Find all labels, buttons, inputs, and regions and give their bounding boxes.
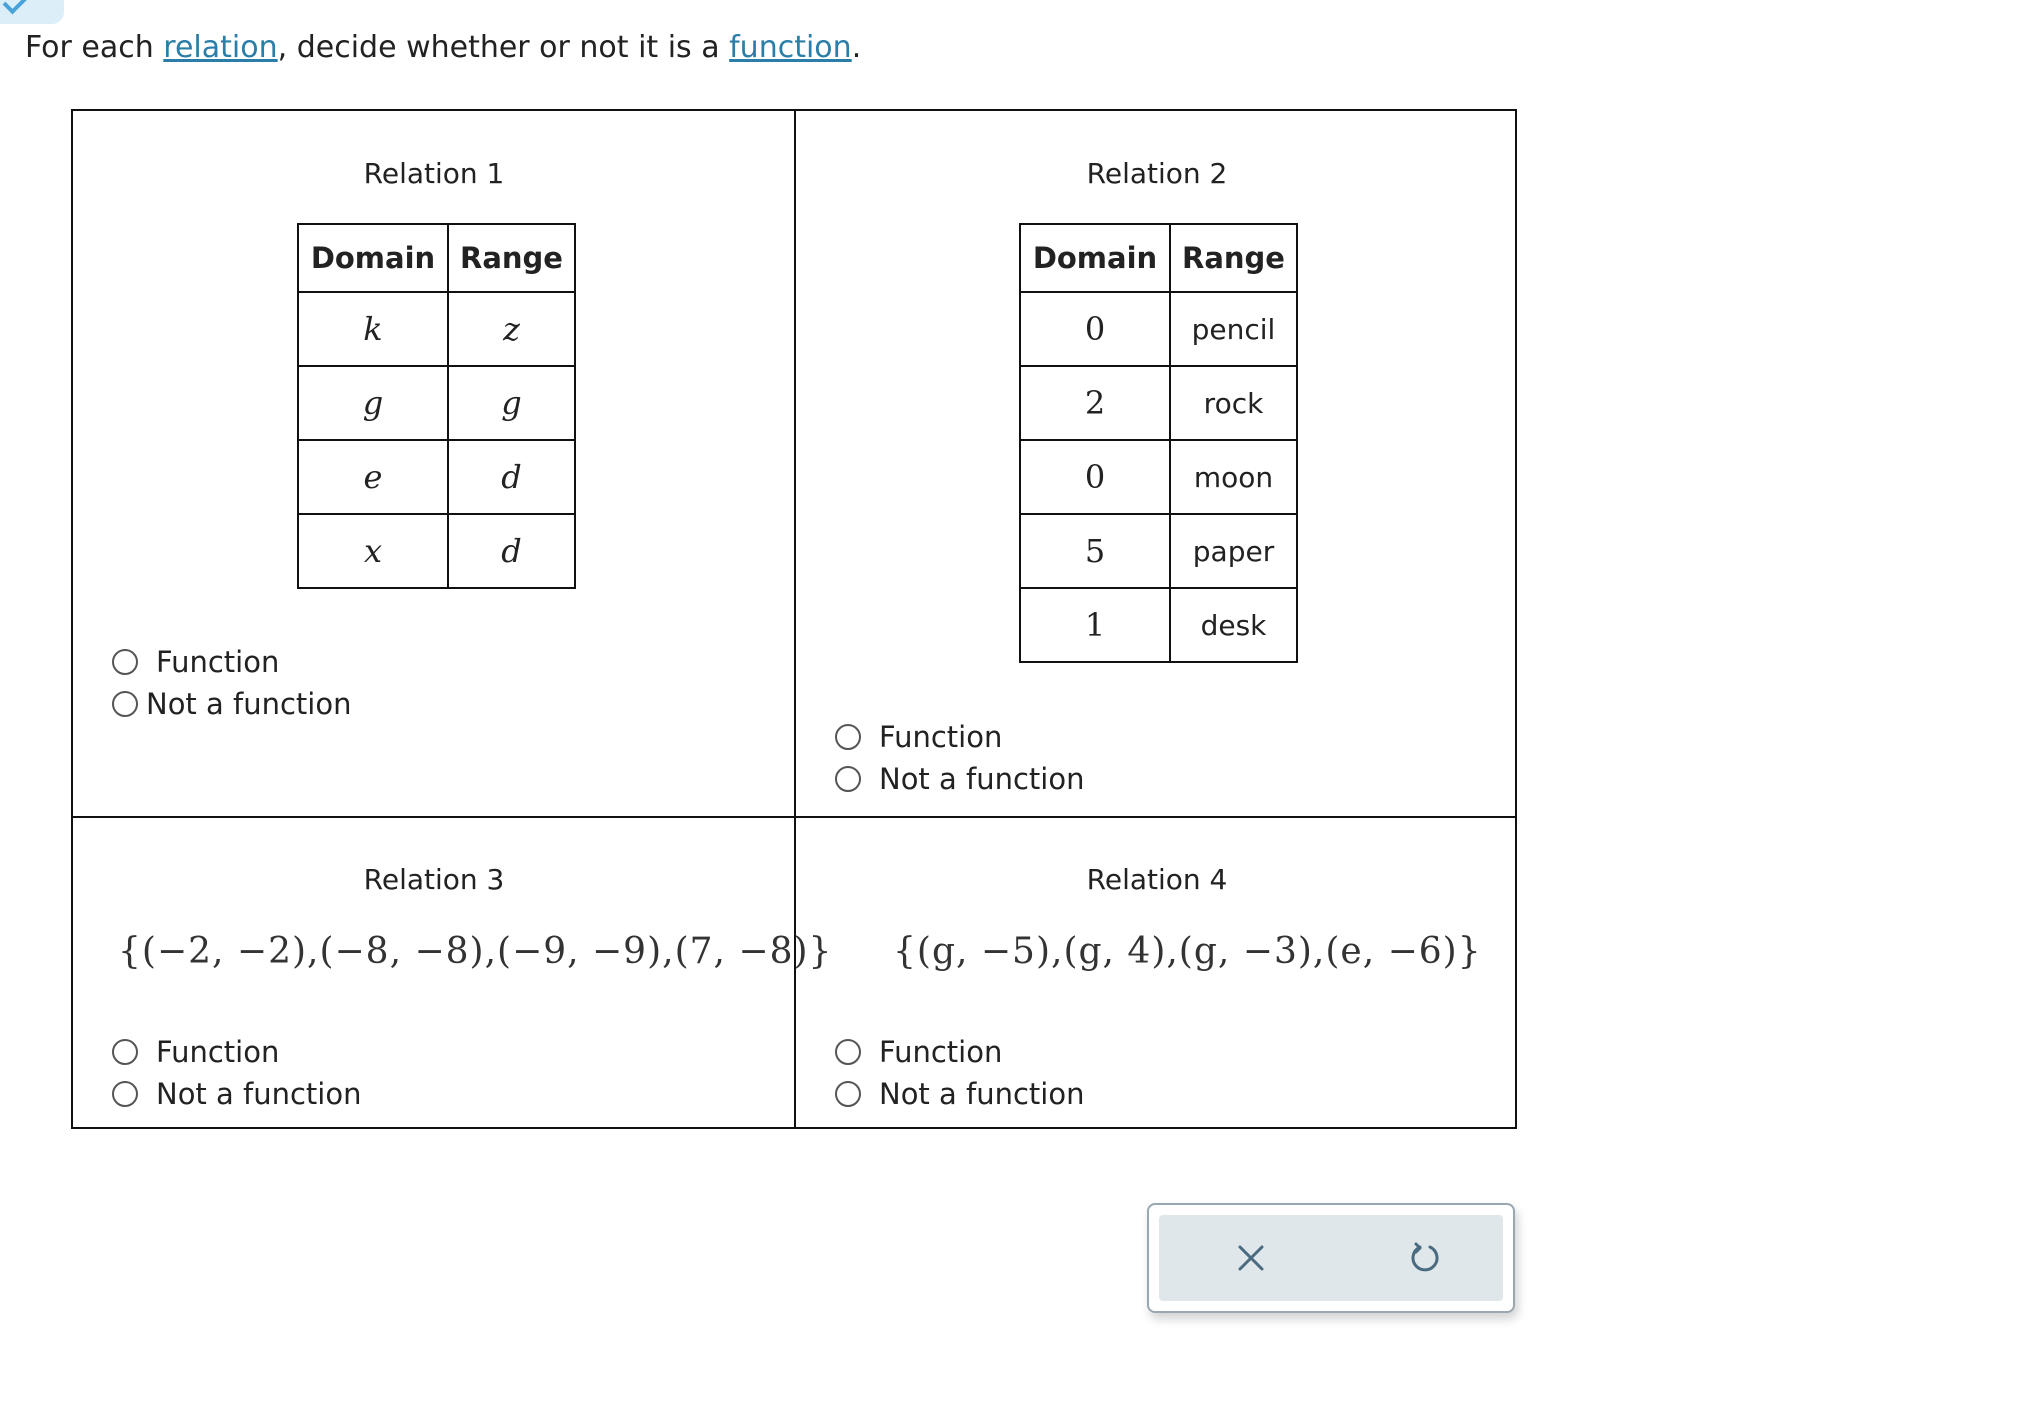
radio-button[interactable] (112, 1039, 138, 1065)
radio-button[interactable] (835, 1081, 861, 1107)
domain-cell: e (298, 440, 448, 514)
domain-cell: g (298, 366, 448, 440)
relation-2-function-option[interactable]: Function (835, 720, 1002, 754)
range-cell: moon (1170, 440, 1297, 514)
domain-cell: 2 (1020, 366, 1170, 440)
collapse-tab[interactable] (0, 0, 64, 24)
relation-4-title: Relation 4 (1086, 863, 1228, 896)
domain-cell: 5 (1020, 514, 1170, 588)
chevron-down-icon (3, 0, 30, 14)
domain-cell: 1 (1020, 588, 1170, 662)
relation-1-table (297, 223, 576, 589)
relation-link[interactable]: relation (163, 30, 278, 65)
domain-cell: x (298, 514, 448, 588)
answer-actions (1147, 1203, 1515, 1313)
range-cell: desk (1170, 588, 1297, 662)
instruction-text: For each relation, decide whether or not it is a function. (25, 30, 862, 65)
relation-2-title: Relation 2 (1086, 157, 1228, 190)
radio-button[interactable] (835, 724, 861, 750)
relation-1-not-function-option[interactable]: Not a function (112, 687, 351, 721)
range-cell: paper (1170, 514, 1297, 588)
range-cell: d (448, 440, 575, 514)
range-cell: g (448, 366, 575, 440)
relation-1-function-option[interactable]: Function (112, 645, 279, 679)
radio-button[interactable] (835, 1039, 861, 1065)
relation-2-table (1019, 223, 1298, 663)
undo-icon (1408, 1241, 1442, 1275)
relation-1-title: Relation 1 (363, 157, 505, 190)
domain-header: Domain (1020, 224, 1170, 292)
relation-3-title: Relation 3 (363, 863, 505, 896)
domain-cell: 0 (1020, 292, 1170, 366)
radio-button[interactable] (112, 1081, 138, 1107)
radio-button[interactable] (835, 766, 861, 792)
relation-4-set: {(g, −5),(g, 4),(g, −3),(e, −6)} (893, 931, 1482, 972)
relation-3-not-function-option[interactable]: Not a function (112, 1077, 361, 1111)
relation-3-function-option[interactable]: Function (112, 1035, 279, 1069)
domain-cell: k (298, 292, 448, 366)
action-bar (1159, 1215, 1503, 1301)
function-link[interactable]: function (729, 30, 852, 65)
clear-button[interactable] (1191, 1215, 1311, 1301)
relation-3-set: {(−2, −2),(−8, −8),(−9, −9),(7, −8)} (118, 931, 833, 972)
domain-cell: 0 (1020, 440, 1170, 514)
domain-header: Domain (298, 224, 448, 292)
undo-button[interactable] (1365, 1215, 1485, 1301)
relations-grid (71, 109, 1517, 1129)
range-header: Range (448, 224, 575, 292)
relation-2-not-function-option[interactable]: Not a function (835, 762, 1084, 796)
range-header: Range (1170, 224, 1297, 292)
range-cell: pencil (1170, 292, 1297, 366)
close-icon (1236, 1243, 1266, 1273)
range-cell: rock (1170, 366, 1297, 440)
radio-button[interactable] (112, 691, 138, 717)
grid-divider-vertical (794, 111, 796, 1127)
range-cell: z (448, 292, 575, 366)
range-cell: d (448, 514, 575, 588)
radio-button[interactable] (112, 649, 138, 675)
grid-divider-horizontal (73, 816, 1515, 818)
relation-4-function-option[interactable]: Function (835, 1035, 1002, 1069)
relation-4-not-function-option[interactable]: Not a function (835, 1077, 1084, 1111)
